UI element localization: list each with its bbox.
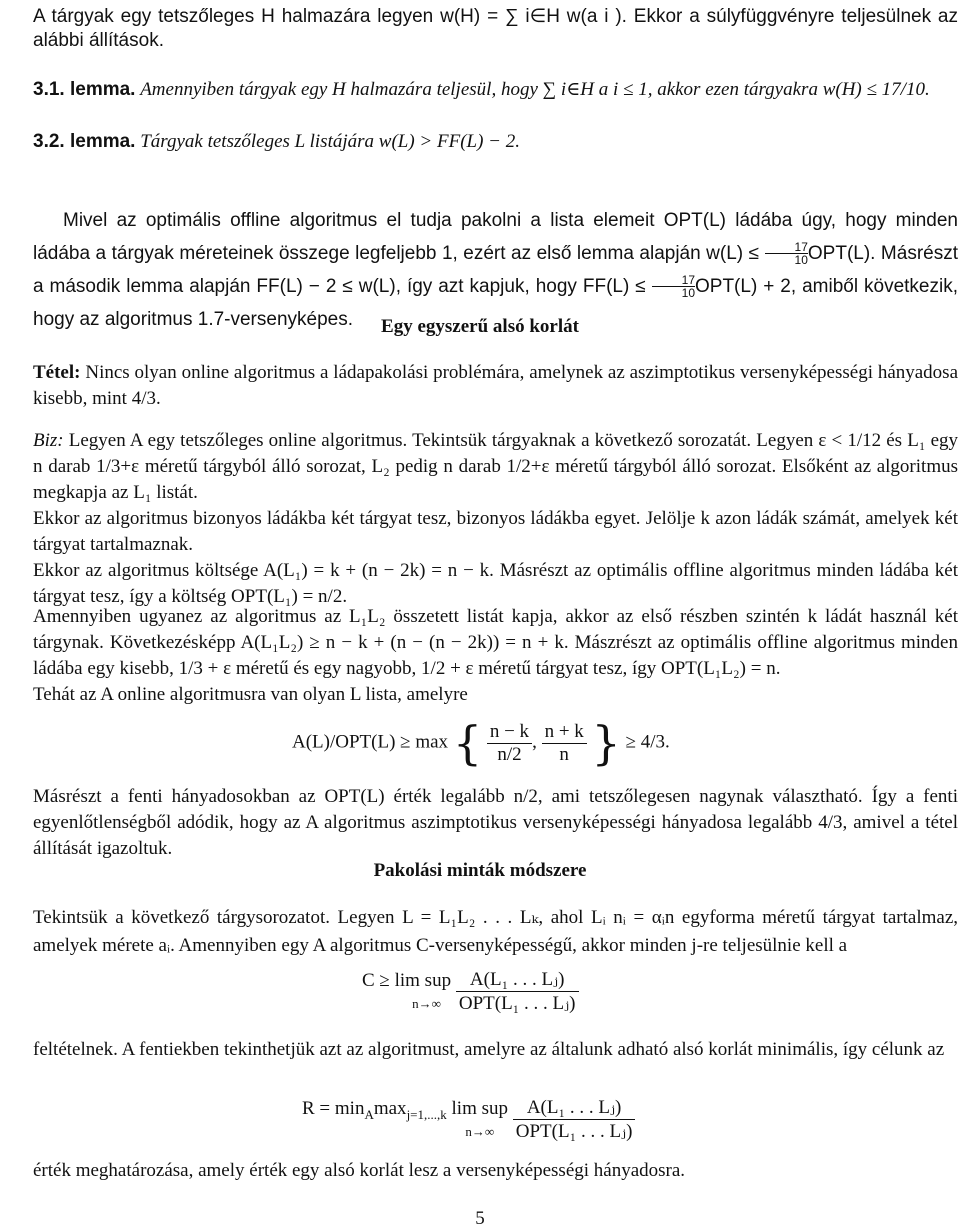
equation-r bbox=[302, 1096, 635, 1143]
intro-paragraph: A tárgyak egy tetszőleges H halmazára legyen w(H) = ∑ i∈H w(a i ). Ekkor a súlyfüggvényre teljesülnek az alábbi állítások. bbox=[33, 6, 958, 51]
equation-c bbox=[362, 968, 579, 1015]
eq3-ops bbox=[302, 1098, 508, 1142]
eq2-sub: n→∞ bbox=[412, 995, 441, 1011]
eq1-fraction-1 bbox=[487, 721, 532, 766]
eq1-f1-num: n − k bbox=[489, 720, 530, 742]
para1-part-c: OPT(L) + 2, amiből következik, hogy az algoritmus 1.7-versenyképes. bbox=[33, 276, 958, 330]
lemma-1 bbox=[33, 78, 958, 102]
method-paragraph-2: feltételnek. A fentiekben tekinthetjük azt az algoritmust, amelyre az általunk adható alsó korlát minimális, így célunk az bbox=[33, 1039, 945, 1060]
eq2-fraction bbox=[456, 968, 579, 1015]
proof-paragraph-5: Tehát az A online algoritmusra van olyan L lista, amelyre bbox=[33, 684, 468, 705]
lemma-2-text: Tárgyak tetszőleges L listájára w(L) > FF(L) − 2. bbox=[140, 131, 520, 152]
fraction-17-10-b bbox=[652, 274, 695, 299]
eq1-f1-den: n/2 bbox=[487, 743, 532, 766]
eq1-right: ≥ 4/3. bbox=[625, 731, 670, 753]
eq2-limsup bbox=[362, 970, 451, 1014]
method-paragraph-3: érték meghatározása, amely érték egy alsó korlát lesz a versenyképességi hányadosra. bbox=[33, 1160, 686, 1181]
frac-den: 10 bbox=[652, 286, 695, 299]
eq3-left: R = min bbox=[302, 1097, 365, 1119]
eq3-den: OPT(L₁ . . . Lⱼ) bbox=[513, 1119, 636, 1143]
section-title-lower-bound: Egy egyszerű alsó korlát bbox=[381, 316, 579, 337]
proof-paragraph-3: Ekkor az algoritmus költsége A(L₁) = k + (n − 2k) = n − k. Másrészt az optimális offline algoritmus minden ládába két tárgyat tesz, így a költség OPT(L₁) = n/2. bbox=[33, 560, 958, 607]
theorem-label: Tétel: bbox=[33, 362, 81, 383]
eq1-f2-den: n bbox=[542, 743, 587, 766]
eq3-max: max bbox=[373, 1097, 407, 1119]
frac-num: 17 bbox=[681, 273, 695, 288]
eq3-fraction bbox=[513, 1096, 636, 1143]
page-number: 5 bbox=[475, 1208, 485, 1229]
proof-p1-text: Legyen A egy tetszőleges online algoritmus. Tekintsük tárgyaknak a következő sorozatát. Legyen ε < 1/12 és L₁ egy n darab 1/3+ε méretű tárgyból álló sorozat, L₂ pedig n darab 1/2+ε méretű tárgyból álló sorozat. Elsőként az algoritmus megkapja az L₁ listát. bbox=[33, 430, 959, 503]
method-paragraph-1: Tekintsük a következő tárgysorozatot. Legyen L = L₁L₂ . . . Lₖ, ahol Lᵢ nᵢ = αᵢn egyforma méretű tárgyat tartalmaz, amelyek mérete aᵢ. Amennyiben egy A algoritmus C-versenyképességű, akkor minden j-re teljesülnie kell a bbox=[33, 907, 958, 956]
proof-paragraph-2: Ekkor az algoritmus bizonyos ládákba két tárgyat tesz, bizonyos ládákba egyet. Jelölje k azon ládák számát, amelyek két tárgyat tartalmaznak. bbox=[33, 508, 958, 555]
eq1-left: A(L)/OPT(L) ≥ max bbox=[292, 731, 449, 753]
lemma-1-label: 3.1. lemma. bbox=[33, 79, 136, 100]
theorem bbox=[33, 360, 958, 412]
theorem-text: Nincs olyan online algoritmus a ládapakolási problémára, amelynek az aszimptotikus versenyképességi hányadosa kisebb, mint 4/3. bbox=[33, 362, 959, 409]
right-brace: } bbox=[591, 716, 621, 770]
proof-paragraph-1 bbox=[33, 428, 958, 506]
eq2-left: C ≥ lim sup bbox=[362, 969, 452, 991]
eq3-a: A bbox=[364, 1106, 374, 1122]
eq1-f2-num: n + k bbox=[544, 720, 584, 742]
equation-ratio: A(L)/OPT(L) ≥ max { $\frac{n - k}{n/2}$ , $\frac{n + k}{n}$ } ≥ 4/3. bbox=[292, 716, 670, 770]
fraction-17-10 bbox=[765, 241, 808, 266]
para1-part-b: OPT(L). Másrészt a második lemma alapján FF(L) − 2 ≤ w(L), így azt kapjuk, hogy FF(L) ≤ bbox=[33, 243, 959, 297]
frac-num: 17 bbox=[794, 240, 808, 255]
lemma-2-label: 3.2. lemma. bbox=[33, 131, 136, 152]
proof-paragraph-4: Amennyiben ugyanez az algoritmus az L₁L₂ összetett listát kapja, akkor az első részben szintén k ládát használ két tárgynak. Következésképp A(L₁L₂) ≥ n − k + (n − (n − 2k)) = n + k. Mászrészt az optimális offline algoritmus minden ládába egy kisebb, 1/3 + ε méretű és egy nagyobb, 1/2 + ε méretű tárgyat tesz, így OPT(L₁L₂) = n. bbox=[33, 606, 958, 679]
proof-paragraph-6: Másrészt a fenti hányadosokban az OPT(L) érték legalább n/2, ami tetszőlegesen nagynak választható. Így a fenti egyenlőtlenségből adódik, hogy az A algoritmus aszimptotikus versenyképességi hányadosa legalább 4/3, amivel a tétel állítását igazoltuk. bbox=[33, 786, 958, 859]
eq3-j: j=1,...,k bbox=[406, 1106, 447, 1122]
eq2-den: OPT(L₁ . . . Lⱼ) bbox=[456, 991, 579, 1015]
left-brace: { bbox=[452, 716, 483, 770]
para1-part-a: Mivel az optimális offline algoritmus el tudja pakolni a lista elemeit OPT(L) ládába úgy, hogy minden ládába a tárgyak méreteinek összege legfeljebb 1, ezért az első lemma alapján w(L) ≤ bbox=[33, 210, 958, 264]
eq2-num: A(L₁ . . . Lⱼ) bbox=[469, 969, 565, 990]
frac-den: 10 bbox=[765, 253, 808, 266]
eq3-sub: n→∞ bbox=[465, 1123, 495, 1139]
eq1-fraction-2 bbox=[542, 721, 587, 766]
proof-label: Biz: bbox=[33, 430, 64, 451]
eq3-lim: lim sup bbox=[451, 1097, 508, 1119]
eq3-num: A(L₁ . . . Lⱼ) bbox=[526, 1097, 622, 1118]
section-title-packing-patterns: Pakolási minták módszere bbox=[373, 860, 587, 881]
lemma-1-text: Amennyiben tárgyak egy H halmazára teljesül, hogy ∑ i∈H a i ≤ 1, akkor ezen tárgyakra w(H) ≤ 17/10. bbox=[140, 79, 930, 100]
lemma-2 bbox=[33, 130, 958, 154]
eq3-limsup bbox=[452, 1098, 508, 1142]
